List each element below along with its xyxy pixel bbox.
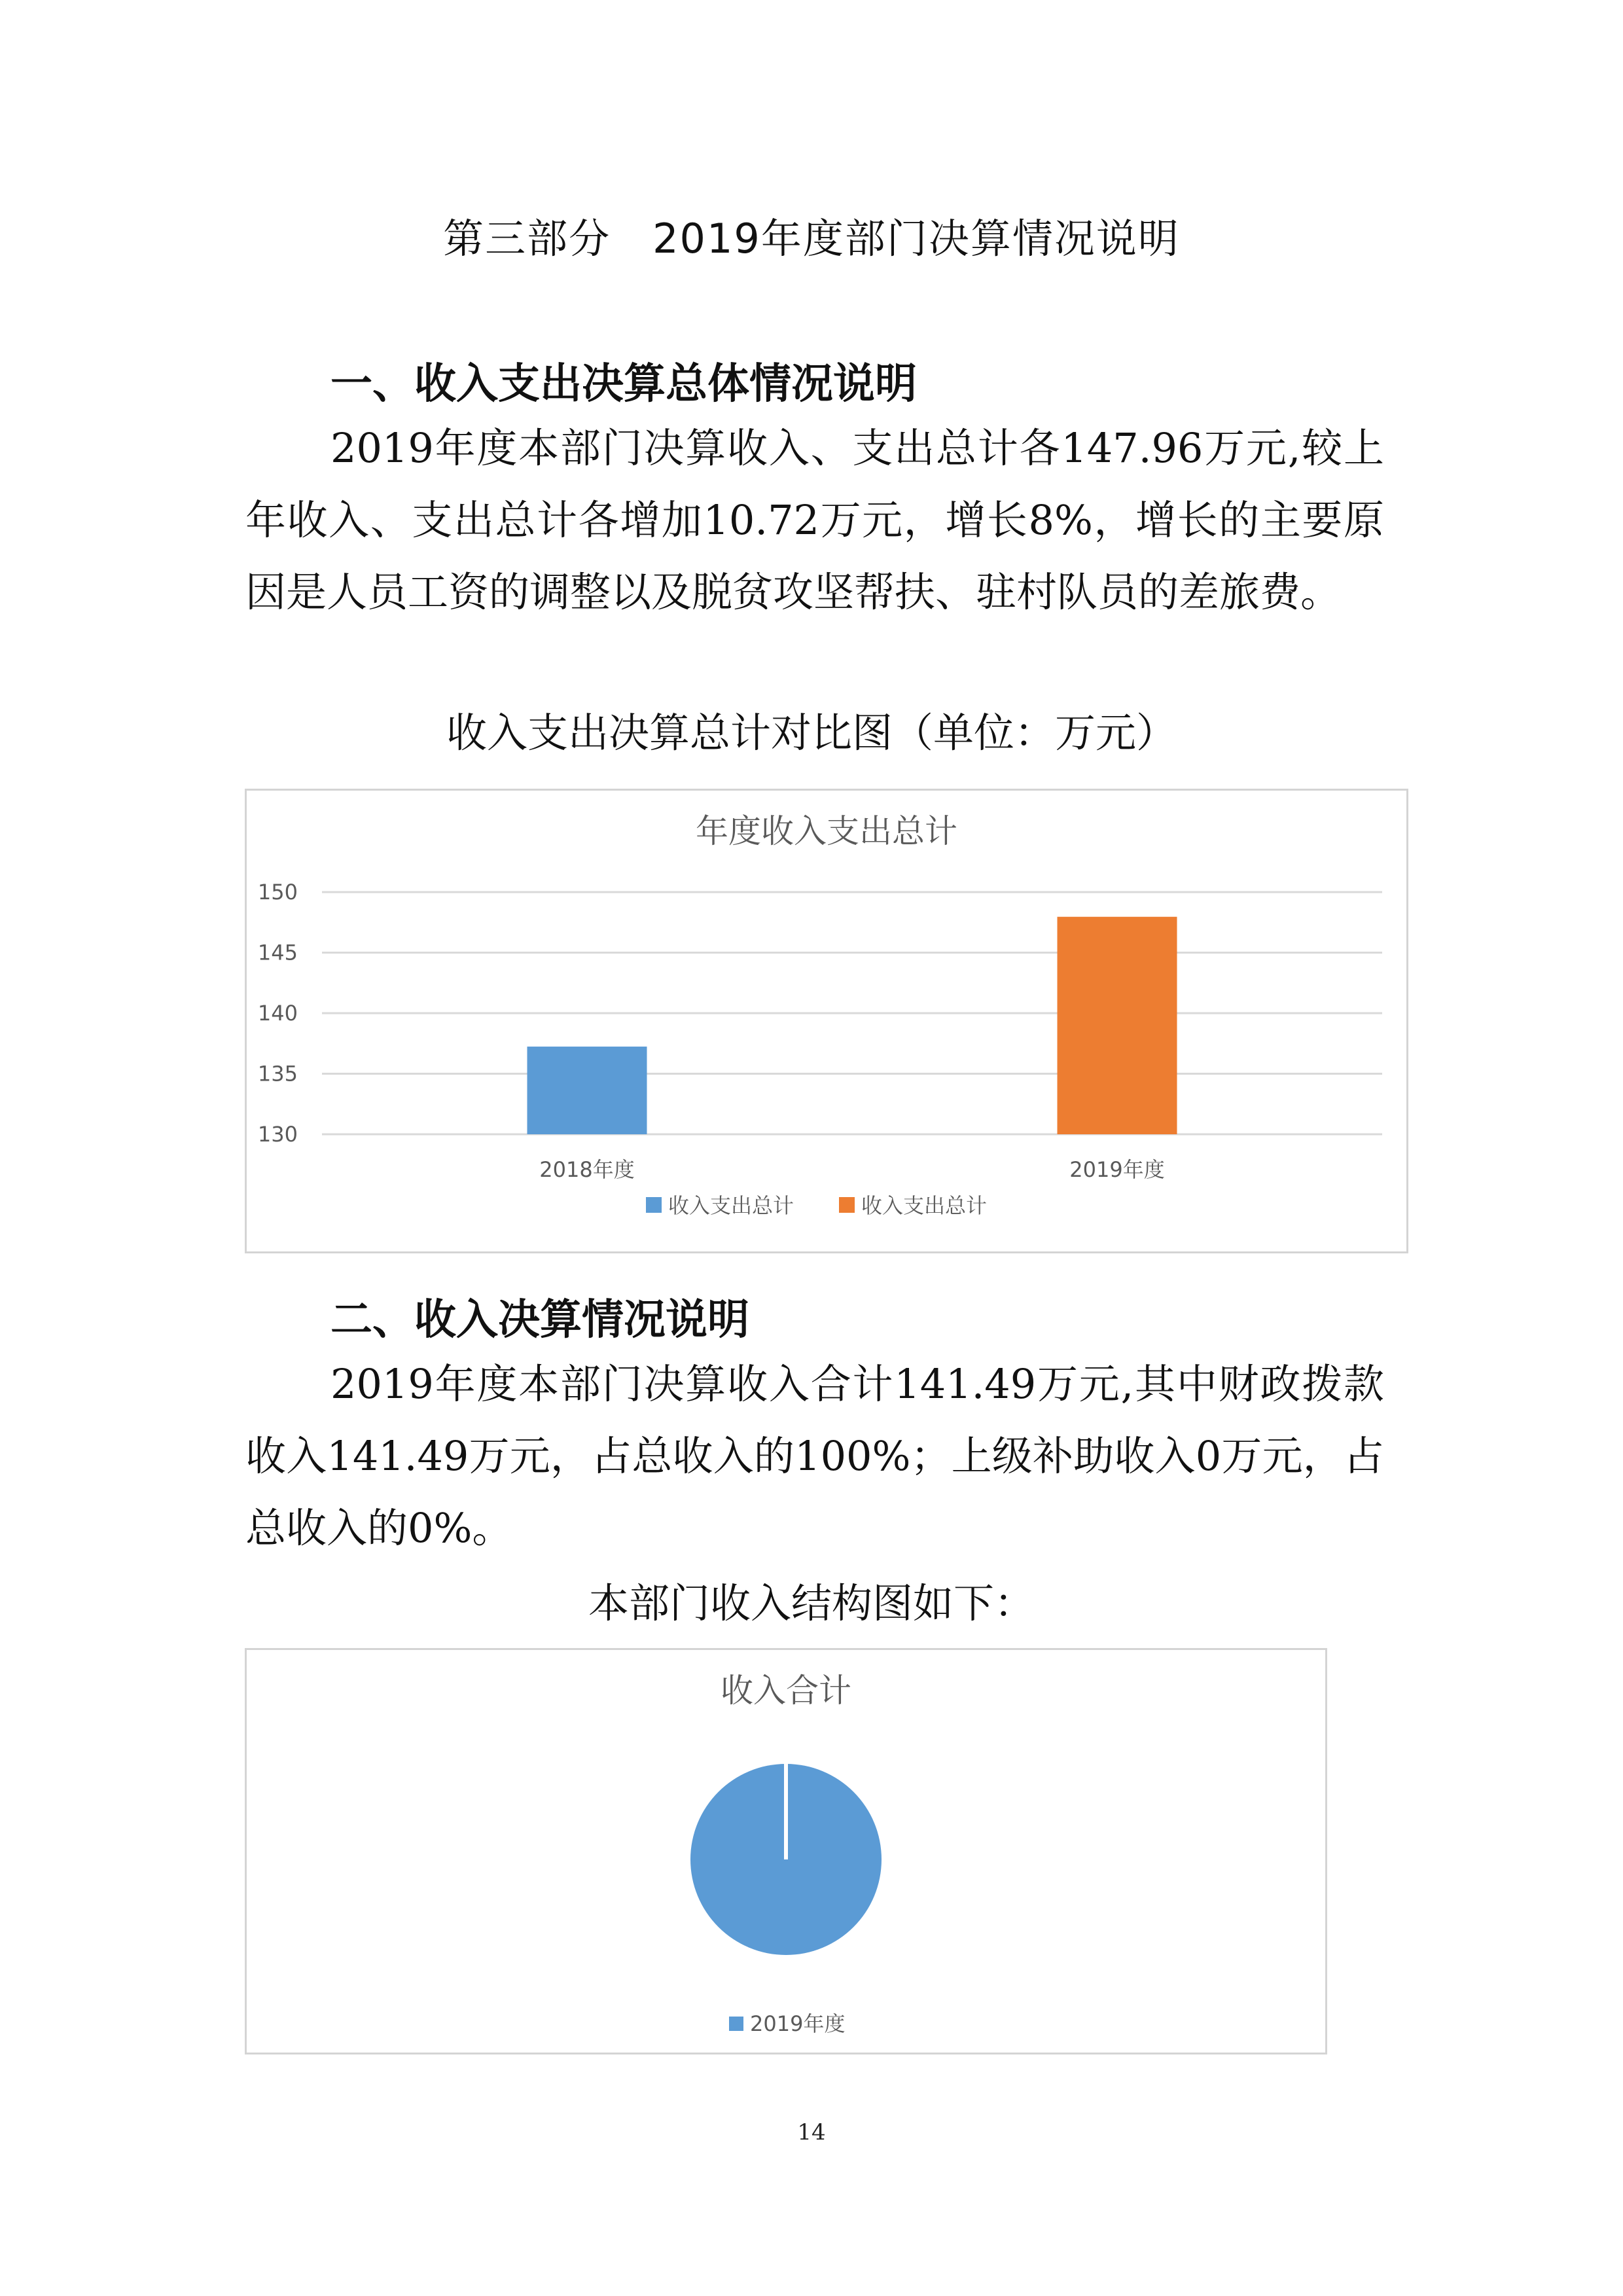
bar-chart-caption: 收入支出决算总计对比图（单位：万元） <box>446 709 1177 757</box>
bar-2018年度 <box>527 1047 647 1134</box>
page-number: 14 <box>797 2119 826 2145</box>
legend-label: 收入支出总计 <box>668 1193 794 1218</box>
bar-2019年度 <box>1058 917 1177 1134</box>
pie-chart-caption: 本部门收入结构图如下： <box>588 1579 1035 1627</box>
section1-heading: 一、收入支出决算总体情况说明 <box>330 360 917 408</box>
bar-chart <box>247 791 1406 1251</box>
y-tick-label: 135 <box>257 1061 298 1086</box>
pie-chart <box>247 1650 1325 2053</box>
y-tick-label: 145 <box>257 940 298 965</box>
x-tick-label: 2018年度 <box>539 1157 635 1182</box>
pie-chart-container <box>245 1648 1327 2054</box>
legend-swatch <box>646 1197 662 1213</box>
y-tick-label: 150 <box>257 880 298 905</box>
y-tick-label: 130 <box>257 1122 298 1147</box>
y-tick-label: 140 <box>257 1001 298 1026</box>
legend-swatch <box>839 1197 855 1213</box>
pie-chart-title: 收入合计 <box>721 1672 851 1710</box>
x-tick-label: 2019年度 <box>1069 1157 1165 1182</box>
section2-heading: 二、收入决算情况说明 <box>330 1296 749 1344</box>
section1-paragraph: 2019年度本部门决算收入、支出总计各147.96万元,较上年收入、支出总计各增加10.72万元，增长8%，增长的主要原因是人员工资的调整以及脱贫攻坚帮扶、驻村队员的差旅费。 <box>245 424 1384 616</box>
bar-chart-container <box>245 789 1408 1253</box>
legend-label: 2019年度 <box>750 2011 846 2036</box>
section2-paragraph: 2019年度本部门决算收入合计141.49万元,其中财政拨款收入141.49万元，占总收入的100%；上级补助收入0万元，占总收入的0%。 <box>245 1360 1384 1552</box>
legend-label: 收入支出总计 <box>861 1193 988 1218</box>
legend-swatch <box>729 2017 743 2031</box>
bar-chart-title: 年度收入支出总计 <box>696 812 957 850</box>
page-title: 第三部分 2019年度部门决算情况说明 <box>443 215 1180 262</box>
